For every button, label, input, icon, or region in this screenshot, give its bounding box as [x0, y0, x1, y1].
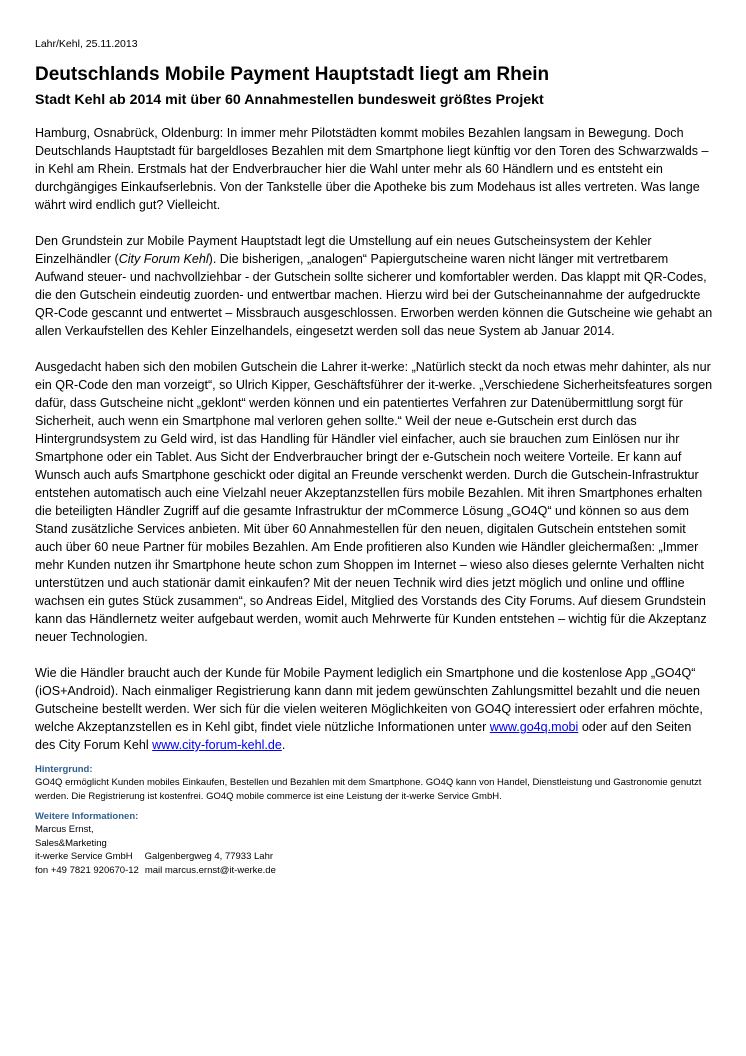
paragraph-4-part-b: oder auf den Seiten des City Forum Kehl: [35, 720, 692, 752]
background-section: [35, 764, 715, 803]
contact-label: Weitere Informationen:: [35, 811, 139, 822]
city-forum-kehl-emphasis: City Forum Kehl: [118, 252, 209, 266]
contact-phone: fon +49 7821 920670-12: [35, 864, 139, 876]
contact-mail: mail marcus.ernst@it-werke.de: [144, 864, 276, 876]
paragraph-2: [35, 232, 715, 340]
paragraph-4-part-c: .: [281, 738, 286, 752]
paragraph-4: [35, 664, 715, 754]
paragraph-2-part-a: Den Grundstein zur Mobile Payment Hauptstadt legt die Umstellung auf ein neues Gutscheinsystem der Kehler Einzelhändler (: [35, 234, 652, 266]
contact-phone-mail: [35, 864, 715, 878]
contact-address: Galgenbergweg 4, 77933 Lahr: [144, 851, 274, 862]
paragraph-4-part-a: Wie die Händler braucht auch der Kunde für Mobile Payment lediglich ein Smartphone und die kostenlose App „GO4Q“ (iOS+Android). Nach einmaliger Registrierung kann dann mit jedem gewünschten Zahlungsmittel bezahlt und die neuen Gutscheine bestellt werden. Wer sich für die vielen weiteren Möglichkeiten von GO4Q interessiert oder erfahren möchte, welche Akzeptanzstellen es in Kehl gibt, findet viele nützliche Informationen unter: [35, 666, 703, 734]
paragraph-1: Hamburg, Osnabrück, Oldenburg: In immer mehr Pilotstädten kommt mobiles Bezahlen langsam in Bewegung. Doch Deutschlands Hauptstadt für bargeldloses Bezahlen mit dem Smartphone liegt künftig vor den Toren des Schwarzwalds – in Kehl am Rhein. Erstmals hat der Endverbraucher hier die Wahl unter mehr als 60 Händlern und es entsteht ein durchgängiges Einkaufserlebnis. Von der Tankstelle über die Apotheke bis zum Modehaus ist alles vertreten. Was lange währt wird endlich gut? Vielleicht.: [35, 126, 709, 212]
go4q-link[interactable]: www.go4q.mobi: [489, 720, 579, 734]
background-label: Hintergrund:: [35, 764, 93, 775]
paragraph-3: Ausgedacht haben sich den mobilen Gutschein die Lahrer it-werke: „Natürlich steckt da noch etwas mehr dahinter, als nur ein QR-Code den man vorzeigt“, so Ulrich Kipper, Geschäftsführer der it-werke. „Verschiedene Sicherheitsfeatures sorgen dafür, dass Gutscheine nicht „geklont“ werden können und ein patentiertes Verfahren zur Datenübermittlung sorgt für Sicherheit, auch wenn ein Smartphone mal verloren gehen sollte.“ Weil der neue e-Gutschein erst durch das Hintergrundsystem zu Geld wird, ist das Handling für Händler viel einfacher, auch sie brauchen zum Einlösen nur ihr Smartphone oder ein Tablet. Aus Sicht der Endverbraucher bringt der e-Gutschein noch weitere Vorteile. Er kann auf Wunsch auch aufs Smartphone geschickt oder digital an Freunde verschenkt werden. Durch die Gutschein-Infrastruktur entstehen automatisch auch eine Vielzahl neuer Akzeptanzstellen fürs mobile Bezahlen. Mit ihren Smartphones erhalten die beteiligten Händler Zugriff auf die gesamte Infrastruktur der mCommerce Lösung „GO4Q“ und können so aus dem Stand zusätzliche Services anbieten. Mit über 60 Annahmestellen für den neuen, digitalen Gutschein entstehen somit auch über 60 neue Partner für mobiles Bezahlen. Am Ende profitieren also Kunden wie Händler gleichermaßen: „Immer mehr Kunden nutzen ihr Smartphone heute schon zum Shoppen im Internet – wieso also dieses gelernte Verhalten nicht unterstützen und auch stationär damit einkaufen? Mit der neuen Technik wird dies jetzt möglich und online und offline wachsen ein gutes Stück zusammen“, so Andreas Eidel, Mitglied des Vorstands des City Forums. Auf diesem Grundstein kann das Händlernetz weiter aufgebaut werden, womit auch Mehrwerte für Kunden entstehen – wichtig für die Akzeptanz neuer Technologien.: [35, 360, 713, 644]
press-release-page: [35, 38, 715, 877]
headline: Deutschlands Mobile Payment Hauptstadt liegt am Rhein: [35, 64, 550, 85]
article-body: [35, 124, 715, 754]
contact-company: it-werke Service GmbH: [35, 851, 133, 862]
paragraph-2-part-b: ). Die bisherigen, „analogen“ Papiergutscheine waren nicht länger mit vertretbarem Aufwand steuer- und nachvollziehbar - der Gutschein sollte sicherer und komfortabler werden. Das klappt mit QR-Codes, die den Gutschein eindeutig zuorden- und entwertbar machen. Hierzu wird bei der Gutscheinannahme der aufgedruckte QR-Code gescannt und entwertet – Missbrauch ausgeschlossen. Erworben werden können die Gutscheine wie gehabt an allen Verkaufstellen des Kehler Einzelhandels, eingesetzt werden soll das neue System ab Januar 2014.: [35, 252, 713, 338]
contact-section: [35, 811, 715, 877]
background-text: GO4Q ermöglicht Kunden mobiles Einkaufen, Bestellen und Bezahlen mit dem Smartphone. GO4Q kann von Handel, Dienstleistung und Gastronomie genutzt werden. Die Registrierung ist kostenfrei. GO4Q mobile commerce ist eine Leistung der it-werke Service GmbH.: [35, 777, 702, 802]
city-forum-kehl-link[interactable]: www.city-forum-kehl.de: [152, 738, 282, 752]
contact-role: Sales&Marketing: [35, 837, 107, 849]
contact-name: Marcus Ernst,: [35, 824, 94, 835]
contact-company-address: [35, 850, 715, 864]
dateline: Lahr/Kehl, 25.11.2013: [35, 38, 138, 50]
subheadline: Stadt Kehl ab 2014 mit über 60 Annahmestellen bundesweit größtes Projekt: [35, 92, 544, 108]
